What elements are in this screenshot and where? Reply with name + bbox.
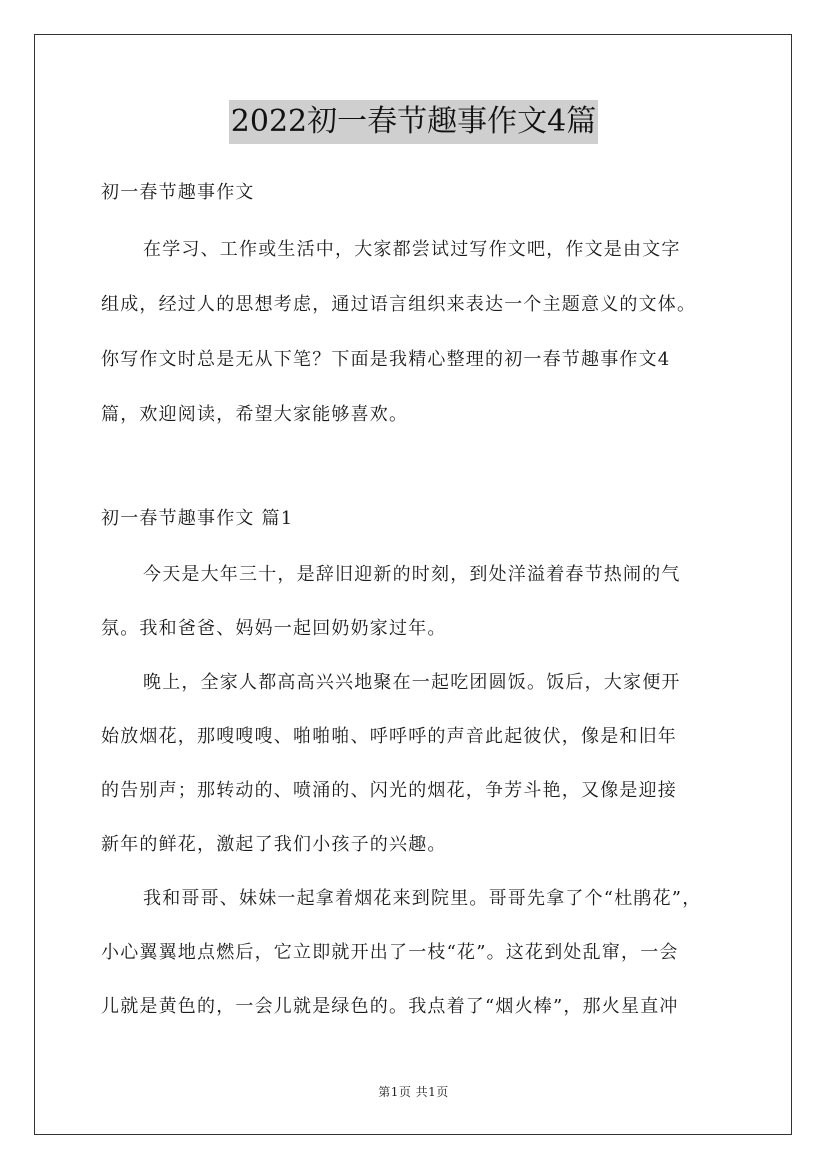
text-line: 组成，经过人的思想考虑，通过语言组织来表达一个主题意义的文体。 xyxy=(101,294,697,315)
paragraph xyxy=(101,548,731,656)
text-line: 始放烟花，那嗖嗖嗖、啪啪啪、呼呼呼的声音此起彼伏，像是和旧年 xyxy=(101,726,677,747)
document-title: 2022初一春节趣事作文4篇 xyxy=(229,100,598,144)
text-line: 氛。我和爸爸、妈妈一起回奶奶家过年。 xyxy=(101,618,447,639)
intro-paragraph xyxy=(101,222,731,442)
document-body xyxy=(101,170,731,1034)
text-line: 在学习、工作或生活中，大家都尝试过写作文吧，作文是由文字 xyxy=(143,239,681,260)
intro-heading: 初一春节趣事作文 xyxy=(101,182,255,203)
paragraph xyxy=(101,872,731,1034)
paragraph xyxy=(101,656,731,872)
text-line: 儿就是黄色的，一会儿就是绿色的。我点着了“烟火棒”，那火星直冲 xyxy=(101,996,679,1017)
text-line: 你写作文时总是无从下笔？下面是我精心整理的初一春节趣事作文4 xyxy=(101,349,671,370)
text-line: 小心翼翼地点燃后，它立即就开出了一枝“花”。这花到处乱窜，一会 xyxy=(101,942,679,963)
text-line: 的告别声；那转动的、喷涌的、闪光的烟花，争芳斗艳，又像是迎接 xyxy=(101,780,677,801)
title-container xyxy=(0,100,827,144)
page-footer: 第1页 共1页 xyxy=(378,1085,449,1099)
section-heading: 初一春节趣事作文 篇1 xyxy=(101,508,294,529)
text-line: 今天是大年三十，是辞旧迎新的时刻，到处洋溢着春节热闹的气 xyxy=(143,564,681,585)
text-line: 晚上，全家人都高高兴兴地聚在一起吃团圆饭。饭后，大家便开 xyxy=(143,672,681,693)
text-line: 篇，欢迎阅读，希望大家能够喜欢。 xyxy=(101,404,409,425)
text-line: 我和哥哥、妹妹一起拿着烟花来到院里。哥哥先拿了个“杜鹃花”， xyxy=(143,888,702,909)
text-line: 新年的鲜花，激起了我们小孩子的兴趣。 xyxy=(101,834,447,855)
